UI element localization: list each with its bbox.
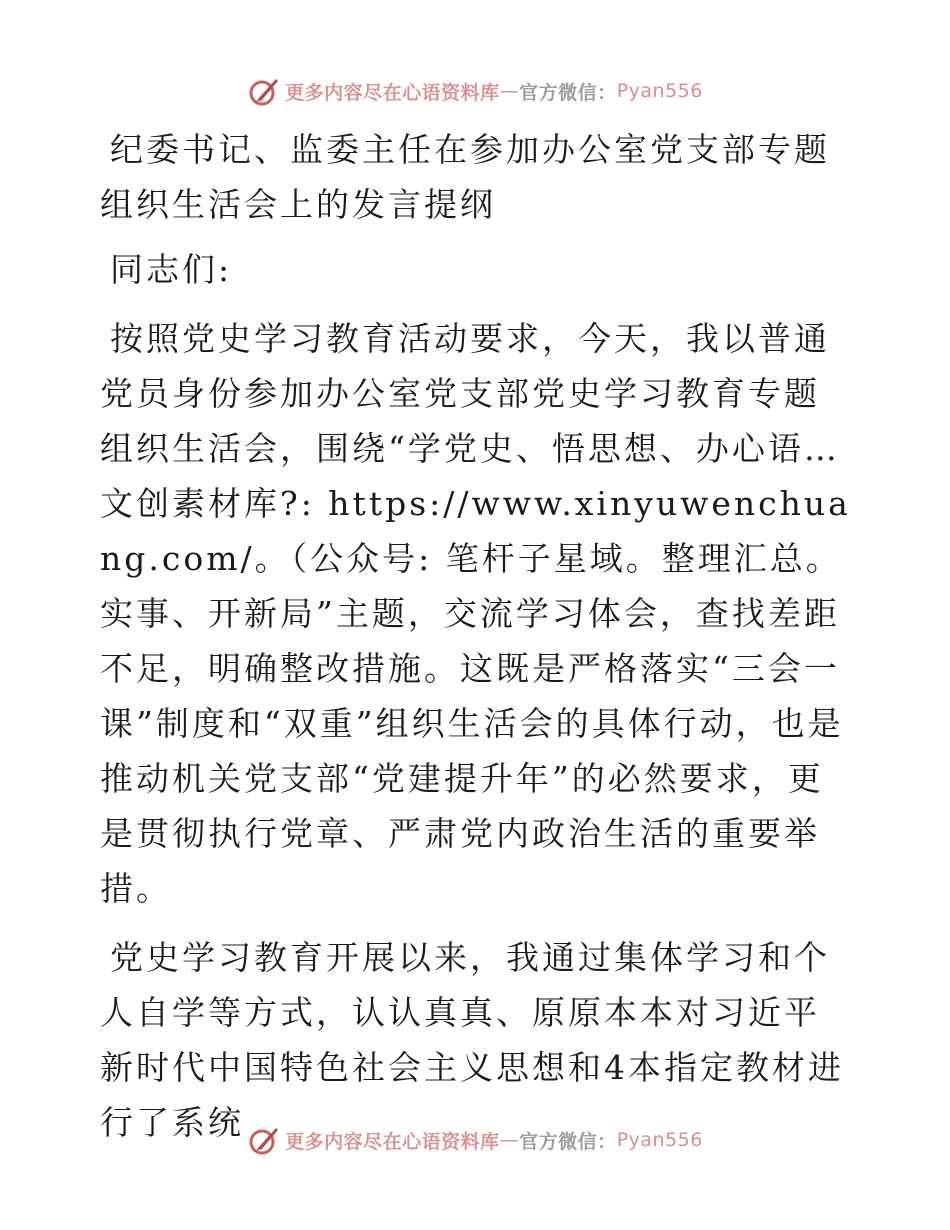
watermark-wechat-id: Pyan556	[616, 80, 703, 102]
paragraph-study: 党史学习教育开展以来，我通过集体学习和个人自学等方式，认认真真、原原本本对习近平新时代中国特色社会主义思想和4本指定教材进行了系统	[100, 938, 844, 1142]
document-body	[100, 122, 852, 1164]
quill-logo-icon	[247, 1123, 281, 1157]
watermark-wechat-label: 官方微信：	[519, 81, 617, 104]
watermark-dash: —	[499, 1129, 520, 1151]
paragraph-intro: 按照党史学习教育活动要求，今天，我以普通党员身份参加办公室党支部党史学习教育专题组织生活会，围绕“学党史、悟思想、办心语…文创素材库?: https://www.xinyuwenchuang.com/。（公众号: 笔杆子星域。整理汇总。实事、开新局”主题，交流学习体会，查找差距不足，明确整改措施。这既是严格落实“三会一课”制度和“双重”组织生活会的具体行动，也是推动机关党支部“党建提升年”的必然要求，更是贯彻执行党章、严肃党内政治生活的重要举措。	[100, 319, 851, 908]
watermark-dash: —	[499, 80, 520, 102]
paragraph-greeting: 同志们:	[110, 250, 233, 289]
watermark-text: 更多内容尽在心语资料库	[285, 1130, 500, 1153]
watermark-header	[0, 71, 950, 111]
document-title: 纪委书记、监委主任在参加办公室党支部专题组织生活会上的发言提纲	[100, 130, 830, 224]
watermark-text: 更多内容尽在心语资料库	[285, 81, 500, 104]
watermark-wechat-id: Pyan556	[616, 1129, 703, 1151]
watermark-footer	[0, 1120, 950, 1160]
watermark-wechat-label: 官方微信：	[519, 1130, 617, 1153]
quill-logo-icon	[247, 74, 281, 108]
